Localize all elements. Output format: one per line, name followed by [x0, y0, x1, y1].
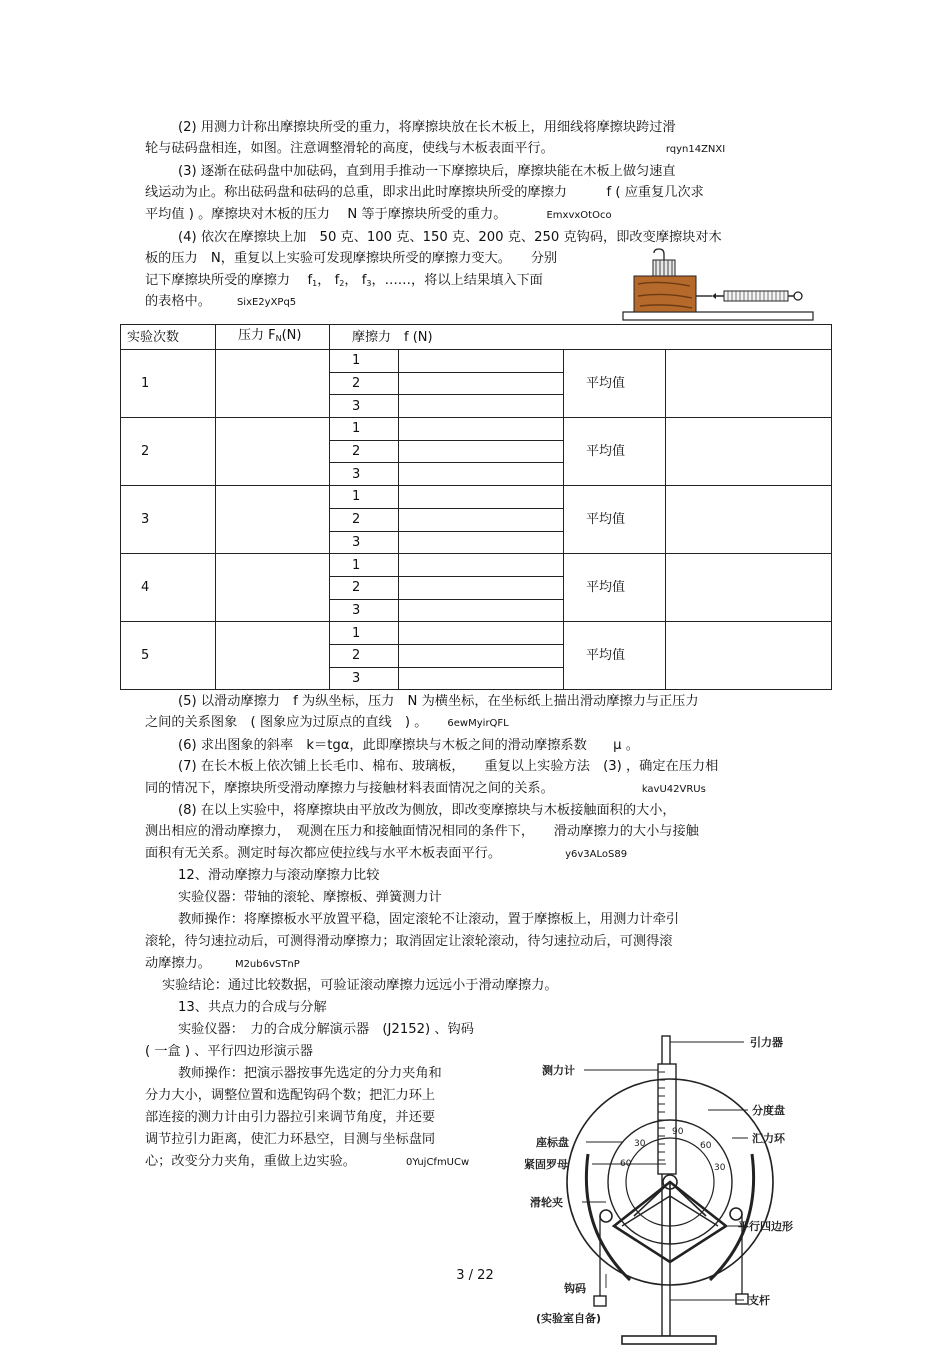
text-line: 实验仪器： 力的合成分解演示器 (J2152) 、钩码	[178, 1022, 474, 1037]
pressure-cell	[216, 350, 330, 418]
avg-label: 平均值	[564, 418, 666, 486]
sub-row-label: 2	[330, 576, 399, 599]
avg-label: 平均值	[564, 622, 666, 690]
watermark-code: y6v3ALoS89	[565, 849, 628, 860]
text-line: (6) 求出图象的斜率 k＝tgα，此即摩擦块与木板之间的滑动摩擦系数 μ 。	[178, 738, 639, 753]
watermark-code: 6ewMyirQFL	[447, 718, 509, 729]
watermark-code: M2ub6vSTnP	[234, 959, 300, 970]
label-weight: 钩码	[564, 1282, 586, 1295]
text-line: 面积有无关系。测定时每次都应使拉线与水平木板表面平行。 y6v3ALoS89	[145, 846, 628, 861]
label-puller: 引力器	[750, 1036, 783, 1049]
avg-label: 平均值	[564, 554, 666, 622]
trial-number: 5	[121, 622, 216, 690]
dial-number: 60	[700, 1141, 712, 1151]
pressure-cell	[216, 486, 330, 554]
label-rod: 支杆	[748, 1294, 770, 1307]
table-row	[121, 418, 832, 441]
text-line: 同的情况下，摩擦块所受滑动摩擦力与接触材料表面情况之间的关系。 kavU42VRUs	[145, 781, 706, 796]
text-line: 的表格中。 SixE2yXPq5	[145, 294, 297, 309]
weight-left	[594, 1296, 606, 1306]
text-line: 实验结论：通过比较数据，可验证滚动摩擦力远远小于滑动摩擦力。	[162, 978, 558, 993]
header-pressure: 压力 $F_N(N)$	[216, 325, 330, 350]
watermark-code: kavU42VRUs	[641, 784, 706, 795]
table-row	[121, 622, 832, 645]
label-lab-supplied: (实验室自备)	[536, 1312, 602, 1325]
avg-value	[666, 554, 832, 622]
sub-row-label: 2	[330, 372, 399, 395]
text-line: 平均值 ) 。摩擦块对木板的压力 N 等于摩擦块所受的重力。 EmxvxOtOco	[145, 207, 612, 222]
sub-row-label: 2	[330, 508, 399, 531]
text-line: 心；改变分力夹角，重做上边实验。 0YujCfmUCw	[145, 1154, 470, 1169]
text-line: ( 一盒 ) 、平行四边形演示器	[145, 1044, 313, 1059]
table-group-1	[121, 350, 832, 418]
sub-row-label: 1	[330, 486, 399, 509]
value-cell	[399, 622, 564, 645]
table-header	[121, 325, 832, 350]
value-cell	[399, 350, 564, 373]
text-line: 调节拉引力距离，使汇力环悬空，目测与坐标盘同	[145, 1132, 436, 1147]
trial-number: 1	[121, 350, 216, 418]
text-line: (4) 依次在摩擦块上加 50 克、100 克、150 克、200 克、250 克钩码，即改变摩擦块对木	[178, 230, 722, 245]
sub-row-label: 2	[330, 644, 399, 667]
sub-row-label: 3	[330, 599, 399, 622]
value-cell	[399, 395, 564, 418]
watermark-code: 0YujCfmUCw	[406, 1157, 470, 1168]
value-cell	[399, 463, 564, 486]
sub-row-label: 1	[330, 418, 399, 441]
text-line: 线运动为止。称出砝码盘和砝码的总重，即求出此时摩擦块所受的摩擦力 f ( 应重复几次求	[145, 185, 704, 200]
text-line: 测出相应的滑动摩擦力， 观测在压力和接触面情况相同的条件下， 滑动摩擦力的大小与接触	[145, 824, 699, 839]
watermark-code: SixE2yXPq5	[236, 297, 297, 308]
header-friction: 摩擦力 f (N)	[330, 325, 832, 350]
watermark-code: rqyn14ZNXI	[665, 144, 726, 155]
sub-row-label: 1	[330, 350, 399, 373]
table-group-3	[121, 486, 832, 554]
text-line: (2) 用测力计称出摩擦块所受的重力，将摩擦块放在长木板上，用细线将摩擦块跨过滑	[178, 120, 676, 135]
text-line: (8) 在以上实验中，将摩擦块由平放改为侧放，即改变摩擦块与木板接触面积的大小，	[178, 803, 676, 818]
text-line: (3) 逐渐在砝码盘中加砝码，直到用手推动一下摩擦块后，摩擦块能在木板上做匀速直	[178, 164, 676, 179]
text-line: 教师操作：将摩擦板水平放置平稳，固定滚轮不让滚动，置于摩擦板上，用测力计牵引	[178, 912, 680, 927]
label-parallelogram: 平行四边形	[738, 1220, 793, 1233]
sub-row-label: 3	[330, 667, 399, 690]
text-line: 记下摩擦块所受的摩擦力 $f_1$， $f_2$， $f_3$，……，将以上结果填入下面	[145, 273, 543, 288]
pulley-right	[730, 1208, 742, 1220]
label-pulley-clamp: 滑轮夹	[530, 1196, 563, 1209]
label-dynamometer: 测力计	[542, 1064, 575, 1077]
table-group-2	[121, 418, 832, 486]
table-group-5	[121, 622, 832, 690]
label-nut: 紧固罗母	[524, 1158, 568, 1171]
value-cell	[399, 508, 564, 531]
avg-label: 平均值	[564, 486, 666, 554]
text-line: (7) 在长木板上依次铺上长毛巾、棉布、玻璃板， 重复以上实验方法 (3) ，确定在压力相	[178, 759, 719, 774]
value-cell	[399, 372, 564, 395]
label-dial: 分度盘	[752, 1104, 785, 1117]
label-ring: 汇力环	[752, 1132, 785, 1145]
text-line: 之间的关系图象 ( 图象应为过原点的直线 ) 。 6ewMyirQFL	[145, 715, 509, 730]
text-line: 滚轮，待匀速拉动后，可测得滑动摩擦力；取消固定让滚轮滚动，待匀速拉动后，可测得滚	[145, 934, 673, 949]
avg-value	[666, 622, 832, 690]
force-apparatus-figure	[522, 1030, 802, 1345]
pressure-cell	[216, 554, 330, 622]
value-cell	[399, 418, 564, 441]
pulley-left	[600, 1210, 612, 1222]
text-line: 部连接的测力计由引力器拉引来调节角度，并还要	[145, 1110, 436, 1125]
experiment-table	[120, 324, 832, 690]
trial-number: 3	[121, 486, 216, 554]
sub-row-label: 3	[330, 531, 399, 554]
avg-value	[666, 486, 832, 554]
table-group-4	[121, 554, 832, 622]
value-cell	[399, 667, 564, 690]
value-cell	[399, 644, 564, 667]
table-row	[121, 554, 832, 577]
stand-base	[622, 1336, 716, 1344]
watermark-code: EmxvxOtOco	[546, 210, 612, 221]
value-cell	[399, 486, 564, 509]
weight-right	[736, 1294, 748, 1304]
section-title: 12、滑动摩擦力与滚动摩擦力比较	[178, 868, 380, 883]
weight-hook	[654, 249, 664, 260]
text-line: 轮与砝码盘相连，如图。注意调整滑轮的高度，使线与木板表面平行。 rqyn14ZNXI	[145, 141, 726, 156]
text-line: (5) 以滑动摩擦力 f 为纵坐标，压力 N 为横坐标，在坐标纸上描出滑动摩擦力与正压力	[178, 694, 699, 709]
sub-row-label: 2	[330, 440, 399, 463]
value-cell	[399, 554, 564, 577]
text-line: 实验仪器：带轴的滚轮、摩擦板、弹簧测力计	[178, 890, 442, 905]
sub-row-label: 3	[330, 395, 399, 418]
friction-block-figure	[620, 246, 816, 322]
dial-number: 30	[634, 1139, 646, 1149]
value-cell	[399, 599, 564, 622]
avg-value	[666, 418, 832, 486]
board-base	[623, 312, 813, 320]
header-count: 实验次数	[121, 325, 216, 350]
text-line: 板的压力 N，重复以上实验可发现摩擦块所受的摩擦力变大。 分别	[145, 251, 558, 266]
dial-number: 90	[672, 1127, 684, 1137]
value-cell	[399, 440, 564, 463]
pressure-cell	[216, 622, 330, 690]
text-line: 教师操作：把演示器按事先选定的分力夹角和	[178, 1066, 442, 1081]
value-cell	[399, 531, 564, 554]
section-title: 13、共点力的合成与分解	[178, 1000, 327, 1015]
pressure-cell	[216, 418, 330, 486]
label-coordinate: 座标盘	[536, 1136, 569, 1149]
trial-number: 2	[121, 418, 216, 486]
table-row	[121, 350, 832, 373]
avg-value	[666, 350, 832, 418]
dial-number: 30	[714, 1163, 726, 1173]
page-number: 3 / 22	[456, 1268, 494, 1283]
trial-number: 4	[121, 554, 216, 622]
text-line: 分力大小，调整位置和选配钩码个数；把汇力环上	[145, 1088, 436, 1103]
sub-row-label: 1	[330, 622, 399, 645]
sub-row-label: 1	[330, 554, 399, 577]
table-row	[121, 486, 832, 509]
avg-label: 平均值	[564, 350, 666, 418]
text-line: 动摩擦力。 M2ub6vSTnP	[145, 956, 300, 971]
value-cell	[399, 576, 564, 599]
sub-row-label: 3	[330, 463, 399, 486]
